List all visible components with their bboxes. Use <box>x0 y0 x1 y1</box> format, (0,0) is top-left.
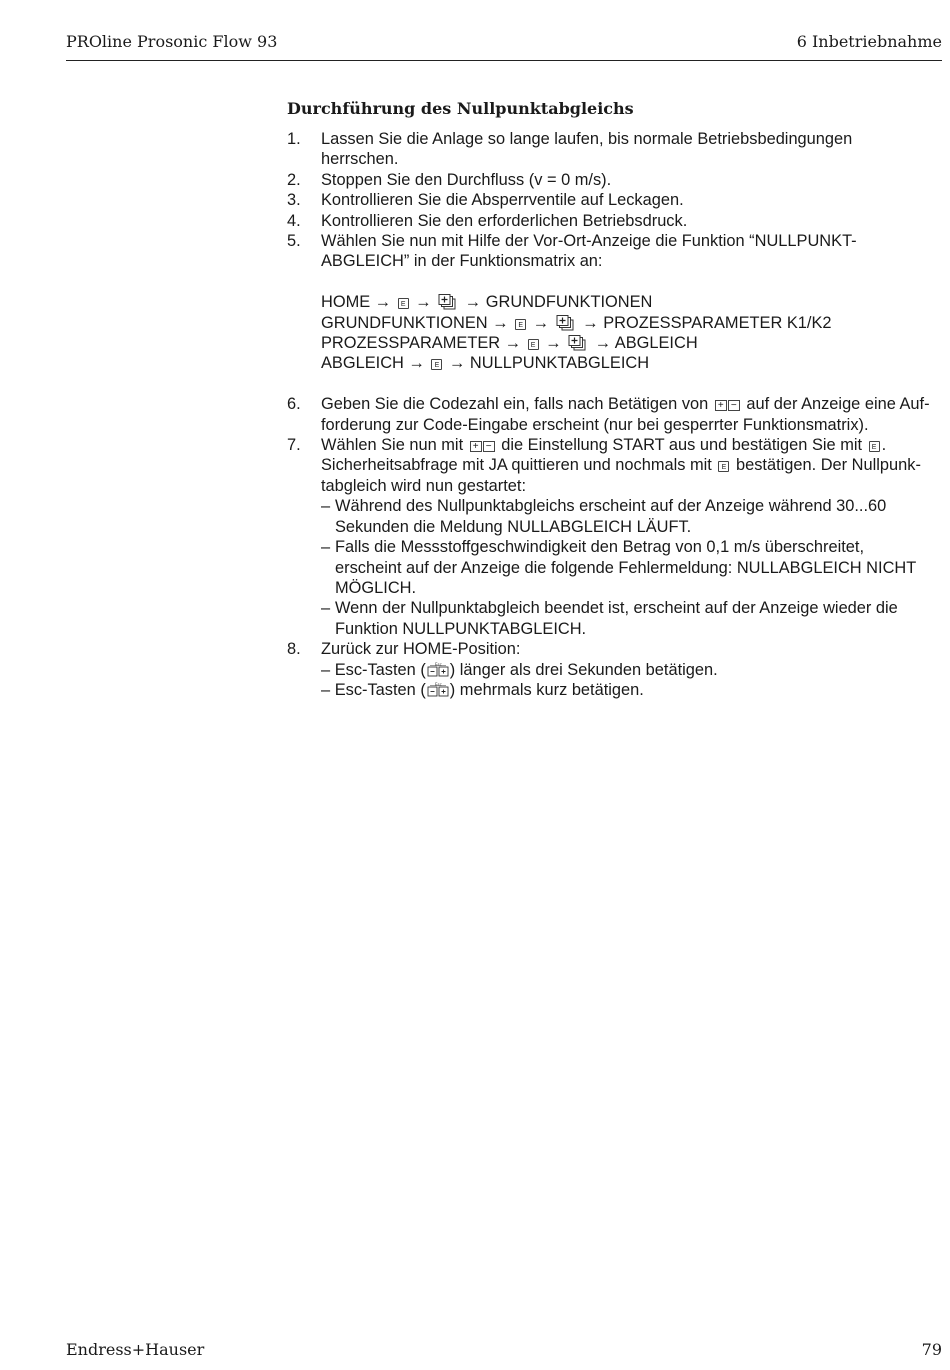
plus-stack-key-icon <box>556 315 576 331</box>
bullet-item <box>321 537 947 598</box>
nav-from: GRUNDFUNKTIONEN <box>321 313 488 332</box>
step-text: Sicherheitsabfrage mit JA quittieren und nochmals mit <box>321 456 712 475</box>
nav-to: ABGLEICH <box>614 334 698 353</box>
nav-path-row <box>321 313 947 333</box>
bullet-line: Funktion NULLPUNKTABGLEICH. <box>335 619 587 638</box>
step-text-line: Lassen Sie die Anlage so lange laufen, bis normale Betriebsbedingungen <box>321 130 853 148</box>
bullet-line: MÖGLICH. <box>335 578 417 597</box>
plus-stack-key-icon <box>438 294 458 310</box>
step-number: 4. <box>287 211 301 230</box>
step-4 <box>287 211 947 231</box>
nav-path <box>321 292 947 374</box>
bullet-line: Falls die Messstoffgeschwindigkeit den Betrag von 0,1 m/s überschreitet, <box>335 538 865 557</box>
step-text-line: herrschen. <box>321 150 399 169</box>
bullet-text: Esc-Tasten ( <box>334 680 426 699</box>
step-1 <box>287 129 947 170</box>
arrow-icon: → <box>582 313 599 332</box>
e-key-icon: E <box>718 461 729 472</box>
arrow-icon: → <box>504 334 522 353</box>
step-text-line <box>321 455 947 475</box>
esc-keys-icon <box>426 682 450 698</box>
step-number: 2. <box>287 170 301 189</box>
nav-path-row <box>321 353 947 373</box>
plus-stack-key-icon <box>568 335 588 351</box>
nav-path-row <box>321 333 947 353</box>
arrow-icon: → <box>374 293 392 312</box>
step-text: Geben Sie die Codezahl ein, falls nach Betätigen von <box>321 395 709 414</box>
nav-path-row <box>321 292 947 312</box>
bullet-line: Sekunden die Meldung NULLABGLEICH LÄUFT. <box>335 517 692 536</box>
arrow-icon: → <box>532 313 550 332</box>
svg-text:Esc: Esc <box>434 661 442 667</box>
step-6 <box>287 394 947 435</box>
bullet-item <box>321 496 947 537</box>
step-number: 5. <box>287 232 301 251</box>
e-key-icon: E <box>528 339 539 350</box>
step-text-line: Wählen Sie nun mit Hilfe der Vor-Ort-Anzeige die Funktion “NULLPUNKT- <box>321 232 857 251</box>
step-7 <box>287 435 947 639</box>
step-text: Kontrollieren Sie die Absperrventile auf Leckagen. <box>321 191 684 210</box>
dash: – <box>321 599 331 618</box>
step-text: die Einstellung START aus und bestätigen Sie mit <box>501 436 863 455</box>
nav-to: NULLPUNKTABGLEICH <box>469 354 650 373</box>
step-text: Wählen Sie nun mit <box>321 436 464 455</box>
dash: – <box>321 660 331 679</box>
arrow-icon: → <box>545 334 562 353</box>
nav-to: GRUNDFUNKTIONEN <box>485 293 653 312</box>
step-text: . <box>881 436 887 455</box>
bullet-text: ) länger als drei Sekunden betätigen. <box>449 660 718 679</box>
arrow-icon: → <box>448 354 466 373</box>
step-text-line <box>321 394 947 414</box>
step-text: Kontrollieren Sie den erforderlichen Betriebsdruck. <box>321 211 688 230</box>
arrow-icon: → <box>464 293 482 312</box>
step-text: auf der Anzeige eine Auf- <box>746 395 930 414</box>
plus-minus-key-icon: + − <box>470 441 495 452</box>
bullet-line <box>321 660 947 680</box>
header-product-name: PROline Prosonic Flow 93 <box>66 32 278 51</box>
step-number: 6. <box>287 395 301 414</box>
step-number: 8. <box>287 640 301 659</box>
step-number: 1. <box>287 130 301 148</box>
step-5 <box>287 231 947 394</box>
bullet-line: Wenn der Nullpunktabgleich beendet ist, erscheint auf der Anzeige wieder die <box>335 599 898 618</box>
nav-from: ABGLEICH <box>321 354 404 373</box>
bullet-line: Während des Nullpunktabgleichs erscheint auf der Anzeige während 30...60 <box>335 497 887 516</box>
bullet-item <box>321 598 947 639</box>
page-footer <box>66 1340 942 1359</box>
svg-text:Esc: Esc <box>434 681 442 687</box>
step-text: Stoppen Sie den Durchfluss (v = 0 m/s). <box>321 170 612 189</box>
footer-brand: Endress+Hauser <box>66 1340 205 1359</box>
step-number: 3. <box>287 191 301 210</box>
dash: – <box>321 680 331 699</box>
step-text: Zurück zur HOME-Position: <box>321 640 521 659</box>
e-key-icon: E <box>869 441 880 452</box>
main-content <box>287 99 947 700</box>
dash: – <box>321 538 331 557</box>
arrow-icon: → <box>415 293 432 312</box>
step-text: bestätigen. Der Nullpunk- <box>735 456 921 475</box>
step-3 <box>287 190 947 210</box>
e-key-icon: E <box>515 319 526 330</box>
e-key-icon: E <box>398 298 409 309</box>
bullet-line: erscheint auf der Anzeige die folgende Fehlermeldung: NULLABGLEICH NICHT <box>335 558 917 577</box>
bullet-text: Esc-Tasten ( <box>334 660 426 679</box>
step-8 <box>287 639 947 700</box>
nav-from: PROZESSPARAMETER <box>321 334 501 353</box>
bullet-text: ) mehrmals kurz betätigen. <box>449 680 644 699</box>
step-2 <box>287 170 947 190</box>
esc-keys-icon <box>426 662 450 678</box>
dash: – <box>321 497 331 516</box>
step-text-line: forderung zur Code-Eingabe erscheint (nur bei gesperrter Funktionsmatrix). <box>321 415 869 434</box>
step-number: 7. <box>287 436 301 455</box>
step-text-line <box>321 435 947 455</box>
bullet-line <box>321 680 947 700</box>
nav-to: PROZESSPARAMETER K1/K2 <box>603 313 832 332</box>
plus-minus-key-icon: + − <box>715 400 740 411</box>
step-text-line: tabgleich wird nun gestartet: <box>321 476 527 495</box>
page-header <box>66 32 942 61</box>
e-key-icon: E <box>431 359 442 370</box>
section-title: Durchführung des Nullpunktabgleichs <box>287 99 634 118</box>
header-chapter: 6 Inbetriebnahme <box>796 32 942 51</box>
page-number: 79 <box>921 1340 942 1359</box>
step-text-line: ABGLEICH” in der Funktionsmatrix an: <box>321 252 603 271</box>
arrow-icon: → <box>594 334 612 353</box>
nav-from: HOME <box>321 293 371 312</box>
arrow-icon: → <box>408 354 425 373</box>
arrow-icon: → <box>492 313 509 332</box>
